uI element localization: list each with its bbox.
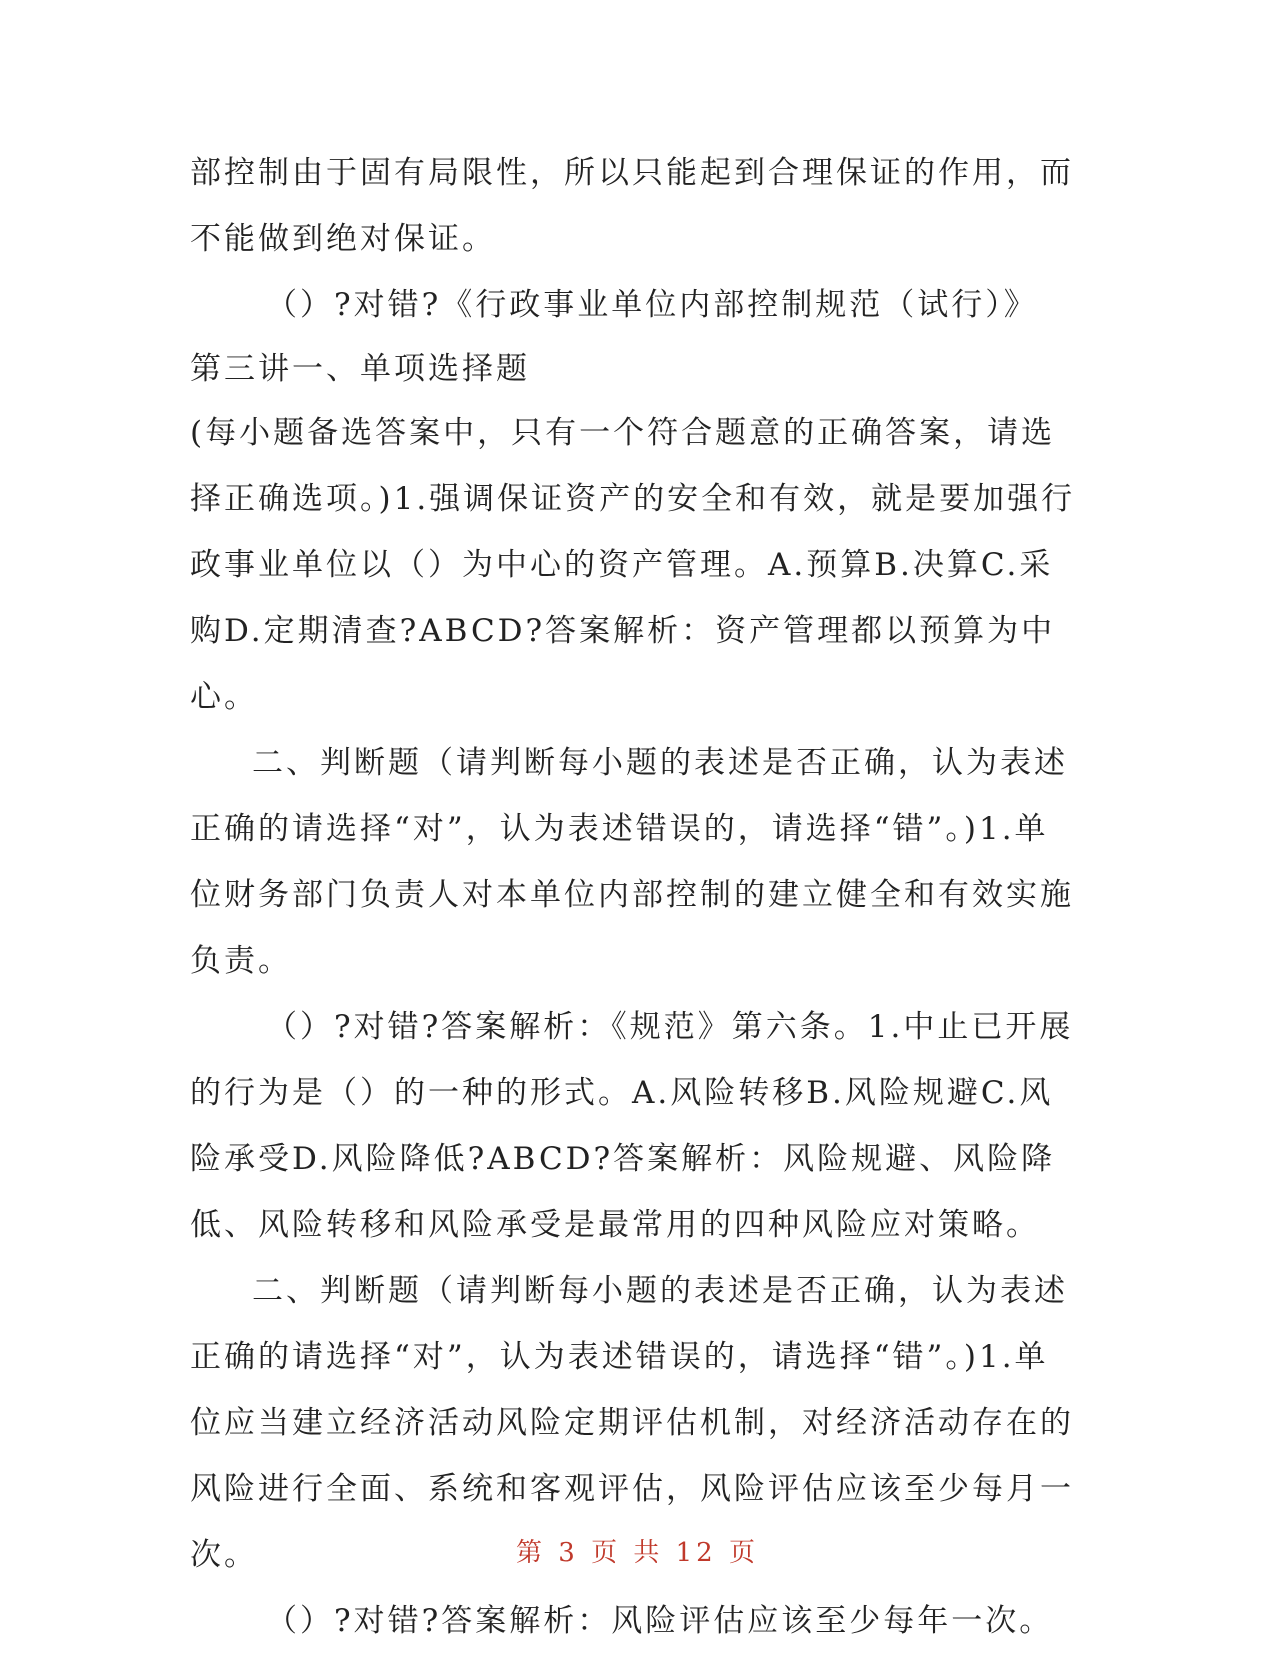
paragraph-answer-and-risk-question: （）?对错?答案解析：《规范》第六条。1.中止已开展的行为是（）的一种的形式。A.风险转移B.风险规避C.风险承受D.风险降低?ABCD?答案解析：风险规避、风险降低、风险转移和风险承受是最常用的四种风险应对策略。 [190,1009,1074,1243]
paragraph-single-choice-question: (每小题备选答案中，只有一个符合题意的正确答案，请选择正确选项。)1.强调保证资产的安全和有效，就是要加强行政事业单位以（）为中心的资产管理。A.预算B.决算C.采购D.定期清查?ABCD?答案解析：资产管理都以预算为中心。 [190,415,1076,715]
paragraph-true-false-reference: （）?对错?《行政事业单位内部控制规范（试行）》 [266,287,1038,323]
document-body [190,140,1080,1654]
paragraph-risk-assessment-answer: （）?对错?答案解析：风险评估应该至少每年一次。 [266,1603,1054,1639]
paragraph-judgment-question-two: 二、判断题（请判断每小题的表述是否正确，认为表述正确的请选择“对”，认为表述错误的，请选择“错”。)1.单位应当建立经济活动风险定期评估机制，对经济活动存在的风险进行全面、系统和客观评估，风险评估应该至少每月一次。 [190,1273,1074,1573]
paragraph-judgment-question-one: 二、判断题（请判断每小题的表述是否正确，认为表述正确的请选择“对”，认为表述错误的，请选择“错”。)1.单位财务部门负责人对本单位内部控制的建立健全和有效实施负责。 [190,745,1074,979]
section-heading-lecture-three: 第三讲一、单项选择题 [190,351,530,387]
paragraph-internal-control-limitation: 部控制由于固有局限性，所以只能起到合理保证的作用，而不能做到绝对保证。 [190,155,1074,257]
page-number-label: 第 3 页 共 12 页 [516,1538,759,1568]
page-footer [0,1532,1275,1569]
